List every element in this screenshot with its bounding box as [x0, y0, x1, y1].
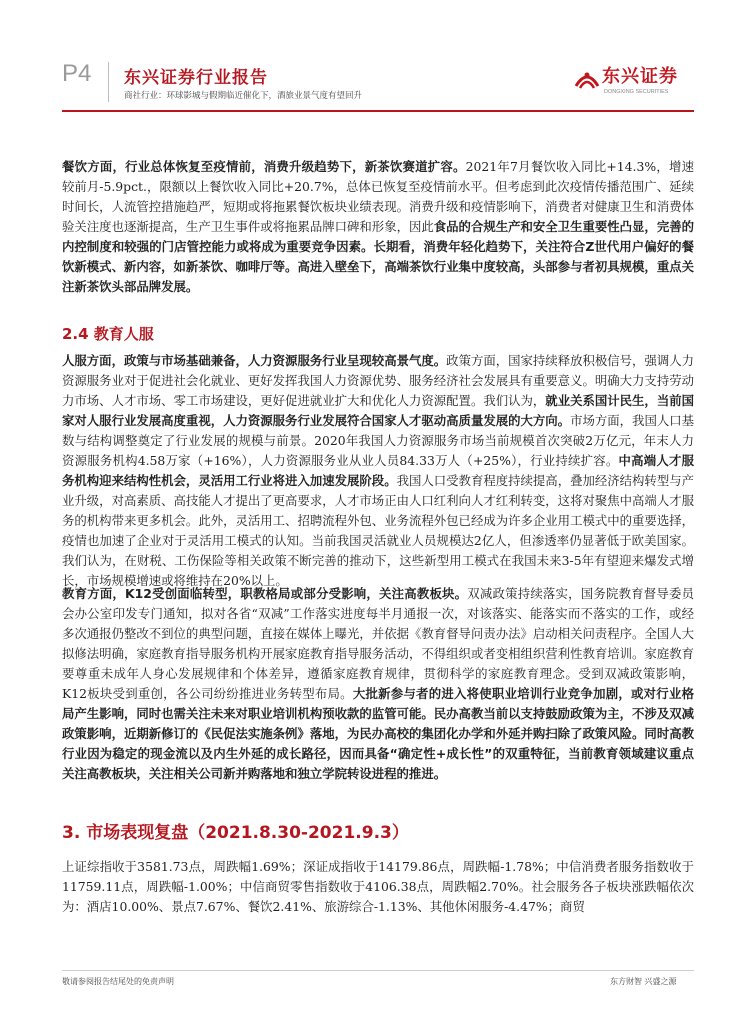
edu-section	[62, 584, 694, 784]
logo-text: 东兴证券	[602, 66, 678, 87]
market-paragraph: 上证综指收于3581.73点，周跌幅1.69%；深证成指收于14179.86点，周跌幅-1.78%；中信消费者服务指数收于11759.11点，周跌幅-1.00%；中信商贸零售指数收于4106.38点，周跌幅2.70%。社会服务各子板块涨跌幅依次为：酒店10.00%、景点7.67%、餐饮2.41%、旅游综合-1.13%、其他休闲服务-4.47%；商贸	[62, 859, 694, 914]
hr-body-2: 市场方面，我国人口基数与结构调整奠定了行业发展的规模与前景。2020年我国人力资源服务市场当前规模首次突破2万亿元，年末人力资源服务机构4.58万家（+16%），人力资源服务业从业人员84.33万人（+25%），行业持续扩容。	[62, 413, 695, 468]
footer-slogan: 东方财智 兴盛之源	[610, 977, 677, 986]
edu-paragraph	[62, 584, 694, 784]
market-section	[62, 857, 694, 917]
report-title: 东兴证券行业报告	[124, 68, 268, 88]
report-subtitle: 商社行业：环球影城与假期临近催化下，酒旅业景气度有望回升	[124, 91, 363, 101]
catering-section	[62, 157, 694, 297]
section-heading-3: 3. 市场表现复盘（2021.8.30-2021.9.3）	[62, 823, 409, 843]
hr-lead: 人服方面，政策与市场基础兼备，人力资源服务行业呈现较高景气度。	[62, 353, 447, 368]
hr-body-1: 政策方面，国家持续释放积极信号，强调人力资源服务业对于促进社会化就业、更好发挥我国人力资源优势、服务经济社会发展具有重要意义。明确大力支持劳动力市场、人才市场、零工市场建设，更好促进就业扩大和优化人力资源配置。我们认为，	[62, 353, 695, 408]
hr-body-3: 我国人口受教育程度持续提高，叠加经济结构转型与产业升级，对高素质、高技能人才提出了更高要求，人才市场正由人口红利向人才红利转变，这将对聚焦中高端人才服务的机构带来更多机会。此外，灵活用工、招聘流程外包、业务流程外包已经成为许多企业用工模式中的重要选择，疫情也加速了企业对于灵活用工模式的认知。当前我国灵活就业人员规模达2亿人，但渗透率仍显著低于欧美国家。我们认为，在财税、工伤保险等相关政策不断完善的推动下，这些新型用工模式在我国未来3-5年有望迎来爆发式增长，市场规模增速或将维持在20%以上。	[62, 473, 695, 588]
company-logo	[574, 62, 694, 102]
hr-highlight-2: 中高端人才服务机构迎来结构性机会，灵活用工行业将进入加速发展阶段。	[62, 453, 694, 488]
catering-lead: 餐饮方面，行业总体恢复至疫情前，消费升级趋势下，新茶饮赛道扩容。	[62, 159, 466, 174]
hr-paragraph	[62, 351, 694, 591]
catering-body: 2021年7月餐饮收入同比+14.3%，增速较前月-5.9pct.，限额以上餐饮收入同比+20.7%，总体已恢复至疫情前水平。但考虑到此次疫情传播范围广、延续时间长，人流管控措施趋严，短期或将拖累餐饮板块业绩表现。消费升级和疫情影响下，消费者对健康卫生和消费体验关注度也逐渐提高，生产卫生事件或将拖累品牌口碑和形象，因此	[62, 159, 694, 234]
section-heading-2-4: 2.4 教育人服	[62, 325, 154, 343]
logo-mark-icon	[574, 66, 600, 92]
logo-subtext: DONGXING SECURITIES	[604, 89, 669, 95]
edu-lead: 教育方面，K12受创面临转型，职教格局或部分受影响，关注高教板块。	[62, 586, 468, 601]
page-number: P4	[62, 60, 92, 87]
hr-section	[62, 351, 694, 591]
catering-paragraph	[62, 157, 694, 297]
catering-conclusion: 食品的合规生产和安全卫生重要性凸显，完善的内控制度和较强的门店管控能力或将成为重要竞争因素。长期看，消费年轻化趋势下，关注符合Z世代用户偏好的餐饮新模式、新内容，如新茶饮、咖啡厅等。高进入壁垒下，高端茶饮行业集中度较高，头部参与者初具规模，重点关注新茶饮头部品牌发展。	[62, 219, 694, 294]
footer-rule	[62, 970, 694, 971]
footer-disclaimer: 敬请参阅报告结尾处的免责声明	[62, 977, 174, 986]
edu-conclusion: 大批新参与者的进入将使职业培训行业竞争加剧，或对行业格局产生影响，同时也需关注未来对职业培训机构预收款的监管可能。民办高教当前以支持鼓励政策为主，不涉及双减政策影响，近期新修订的《民促法实施条例》落地，为民办高校的集团化办学和外延并购扫除了政策风险。同时高教行业因为稳定的现金流以及内生外延的成长路径，因而具备“确定性+成长性”的双重特征，当前教育领域建议重点关注高教板块，关注相关公司新并购落地和独立学院转设进程的推进。	[62, 686, 694, 781]
header-divider	[108, 62, 109, 102]
page-header	[0, 0, 755, 110]
hr-highlight-1: 就业关系国计民生，当前国家对人服行业发展高度重视，人力资源服务行业发展符合国家人才驱动高质量发展的大方向。	[62, 393, 695, 428]
header-rule	[62, 110, 694, 112]
edu-body: 双减政策持续落实，国务院教育督导委员会办公室印发专门通知，拟对各省“双减”工作落实进度每半月通报一次，对该落实、能落实而不落实的工作，或经多次通报仍整改不到位的典型问题，直接在媒体上曝光，并依据《教育督导问责办法》启动相关问责程序。全国人大拟修法明确，家庭教育指导服务机构开展家庭教育指导服务活动，不得组织或者变相组织营利性教育培训。家庭教育要尊重未成年人身心发展规律和个体差异，遵循家庭教育规律，贯彻科学的家庭教育理念。受到双减政策影响，K12板块受到重创，各公司纷纷推进业务转型布局。	[62, 586, 694, 701]
